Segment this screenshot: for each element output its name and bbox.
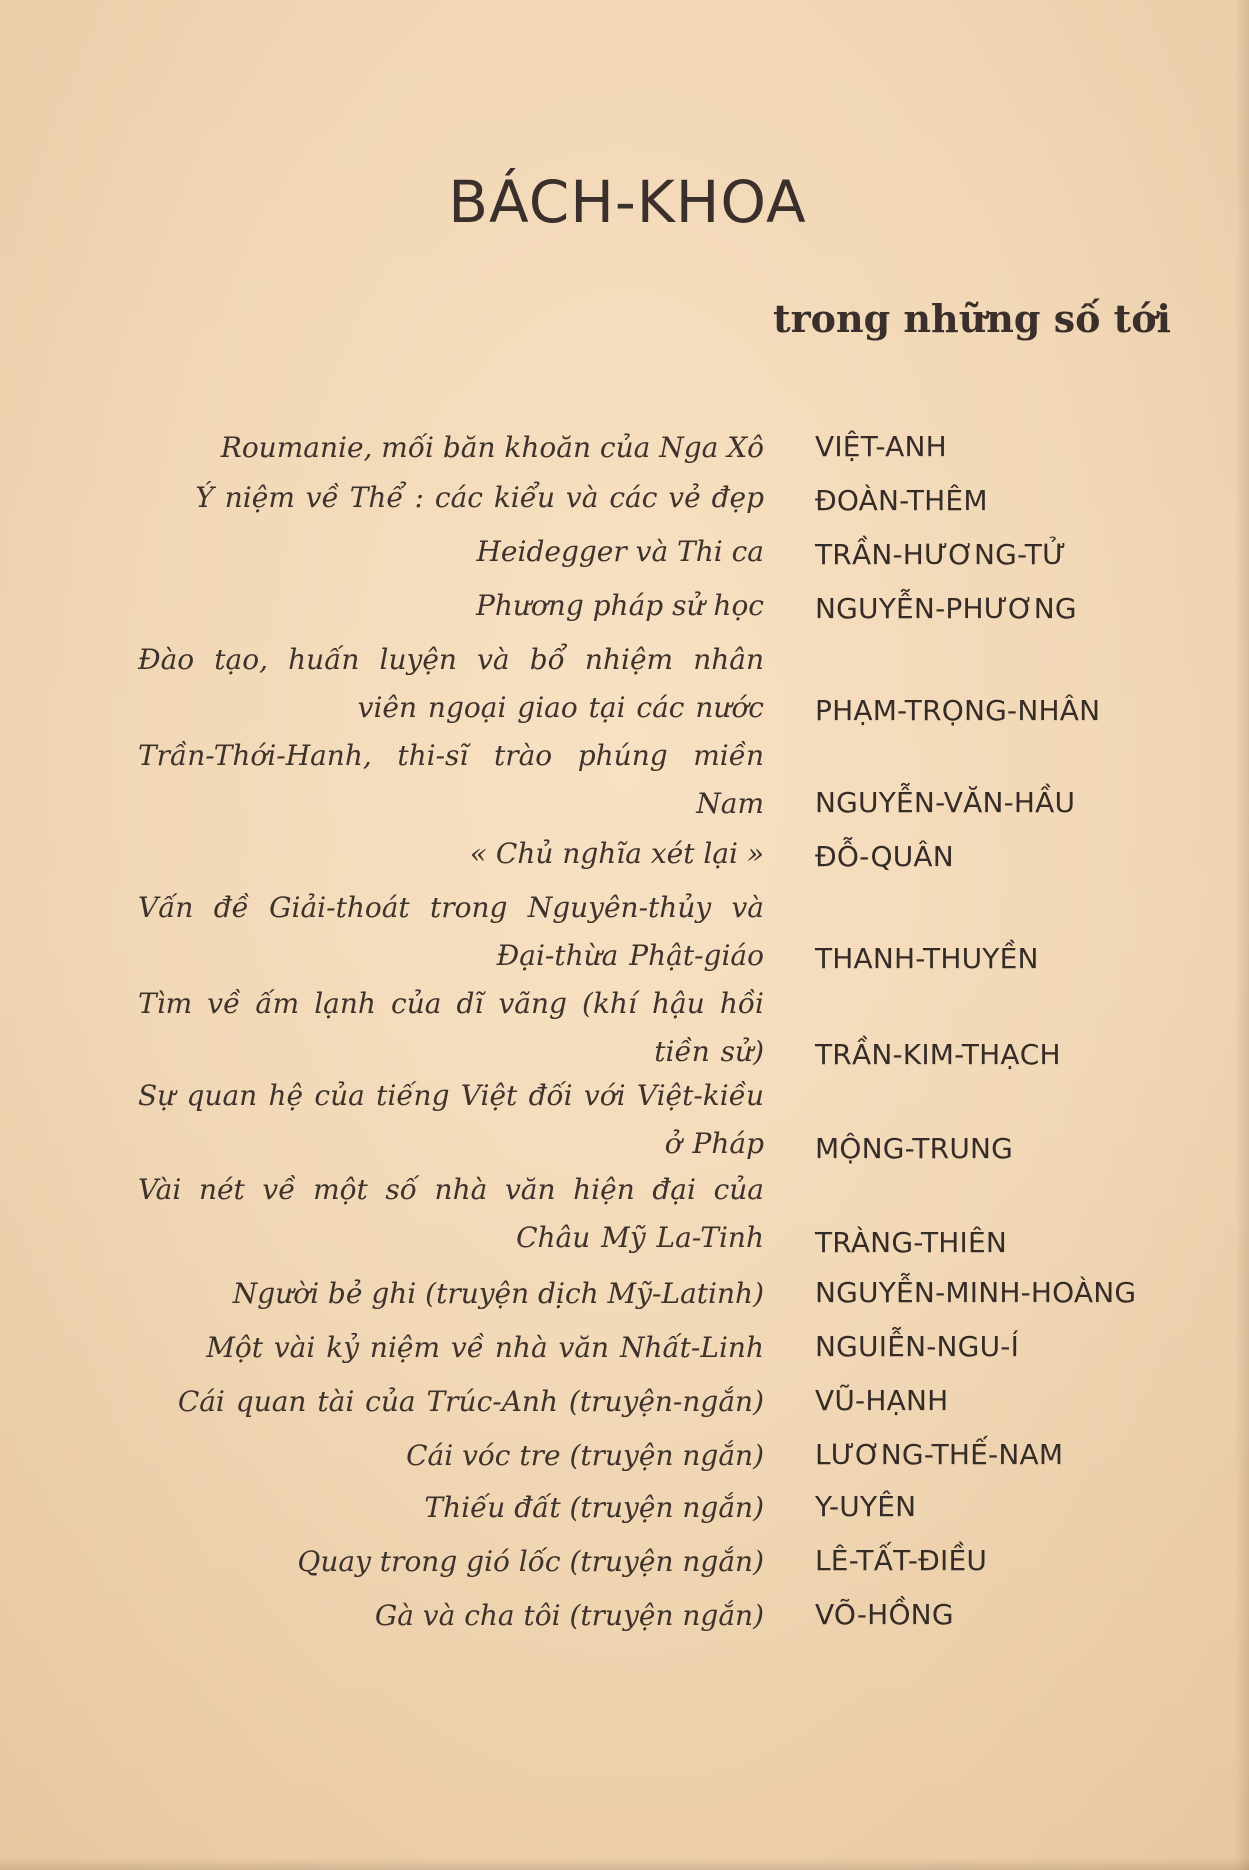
article-title: Trần-Thới-Hanh, thi-sĩ trào phúng miền Nam bbox=[138, 739, 764, 820]
article-title: « Chủ nghĩa xét lại » bbox=[469, 837, 764, 870]
section-subtitle: trong những số tới bbox=[773, 296, 1171, 341]
page-edge-shadow-bottom bbox=[0, 1858, 1249, 1870]
article-title: Tìm về ấm lạnh của dĩ vãng (khí hậu hồi tiền sử) bbox=[138, 987, 764, 1068]
article-title: Cái quan tài của Trúc-Anh (truyện-ngắn) bbox=[177, 1385, 764, 1418]
article-title: Heidegger và Thi ca bbox=[476, 535, 764, 568]
article-title: Đào tạo, huấn luyện và bổ nhiệm nhân viên ngoại giao tại các nước bbox=[138, 643, 764, 724]
article-title: Phương pháp sử học bbox=[476, 589, 764, 622]
author-name: VÕ-HỒNG bbox=[815, 1598, 954, 1631]
article-title: Roumanie, mối băn khoăn của Nga Xô bbox=[220, 431, 764, 464]
author-name: LƯƠNG-THẾ-NAM bbox=[815, 1438, 1064, 1471]
author-name: ĐOÀN-THÊM bbox=[815, 484, 988, 517]
author-name: TRÀNG-THIÊN bbox=[815, 1226, 1008, 1259]
page-edge-shadow bbox=[1235, 0, 1249, 1870]
author-name: VŨ-HẠNH bbox=[815, 1384, 949, 1417]
article-title: Một vài kỷ niệm về nhà văn Nhất-Linh bbox=[206, 1331, 764, 1364]
article-title: Gà và cha tôi (truyện ngắn) bbox=[374, 1599, 764, 1632]
article-title: Người bẻ ghi (truyện dịch Mỹ-Latinh) bbox=[232, 1277, 764, 1310]
article-title: Ý niệm về Thể : các kiểu và các vẻ đẹp bbox=[195, 481, 764, 514]
author-name: MỘNG-TRUNG bbox=[815, 1132, 1014, 1165]
article-title: Vấn đề Giải-thoát trong Nguyên-thủy và Đại-thừa Phật-giáo bbox=[138, 891, 764, 972]
article-title: Sự quan hệ của tiếng Việt đối với Việt-kiều ở Pháp bbox=[138, 1079, 764, 1160]
author-name: NGUIỄN-NGU-Í bbox=[815, 1330, 1020, 1363]
author-name: VIỆT-ANH bbox=[815, 430, 947, 463]
author-name: NGUYỄN-MINH-HOÀNG bbox=[815, 1276, 1137, 1309]
author-name: ĐỖ-QUÂN bbox=[815, 840, 954, 873]
article-title: Quay trong gió lốc (truyện ngắn) bbox=[297, 1545, 764, 1578]
article-title: Cái vóc tre (truyện ngắn) bbox=[406, 1439, 764, 1472]
author-name: LÊ-TẤT-ĐIỀU bbox=[815, 1544, 988, 1577]
author-name: THANH-THUYỀN bbox=[815, 942, 1039, 975]
author-name: PHẠM-TRỌNG-NHÂN bbox=[815, 694, 1101, 727]
magazine-title: BÁCH-KHOA bbox=[448, 168, 807, 236]
author-name: NGUYỄN-PHƯƠNG bbox=[815, 592, 1077, 625]
author-name: Y-UYÊN bbox=[815, 1490, 917, 1523]
author-name: NGUYỄN-VĂN-HẦU bbox=[815, 786, 1076, 819]
author-name: TRẦN-HƯƠNG-TỬ bbox=[815, 538, 1067, 571]
author-name: TRẦN-KIM-THẠCH bbox=[815, 1038, 1061, 1071]
article-title: Vài nét về một số nhà văn hiện đại của Châu Mỹ La-Tinh bbox=[138, 1173, 764, 1254]
article-title: Thiếu đất (truyện ngắn) bbox=[424, 1491, 764, 1524]
